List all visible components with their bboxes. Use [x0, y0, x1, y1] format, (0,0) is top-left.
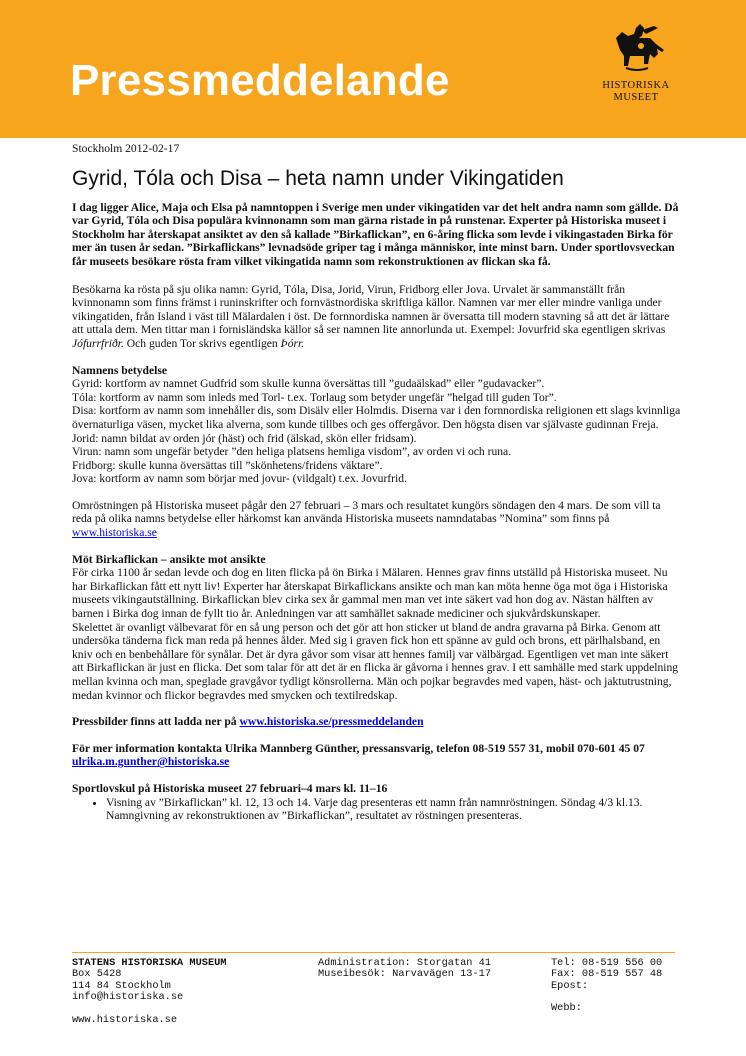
name-item: Fridborg: skulle kunna översättas till ”skönhetens/fridens väktare”. — [72, 458, 383, 472]
footer-tel: Tel: 08-519 556 00 — [551, 957, 663, 969]
logo-text-historiska: HISTORISKA — [602, 80, 670, 91]
footer-visit — [318, 958, 491, 981]
footer-fax: Fax: 08-519 557 48 — [551, 968, 663, 981]
sportlov-section — [72, 782, 682, 823]
sportlov-list — [72, 796, 682, 823]
header-banner — [0, 0, 746, 138]
historiska-link[interactable]: www.historiska.se — [72, 526, 157, 540]
lead-paragraph: I dag ligger Alice, Maja och Elsa på namntoppen i Sverige men under vikingatiden var det helt andra namn som gällde. Då var Gyrid, Tóla och Disa populära kvinnonamn som man gärna ristade in på runstenar. Experter på Historiska museet i Stockholm har återskapat ansiktet av den så kallade ”Birkaflickan”, en 6-åring flicka som levde i vikingastaden Birka för mer än tusen år sedan. ”Birkaflickans” levnadsöde griper tag i många människor, inte minst barn. Under sportlovsveckan får museets besökare rösta fram vilket vikingatida namn som rekonstruktionen av flickan ska få. — [72, 200, 679, 268]
museum-logo[interactable] — [588, 24, 684, 112]
footer-box: Box 5428 — [72, 968, 122, 981]
press-link[interactable]: www.historiska.se/pressmeddelanden — [239, 715, 424, 729]
name-item: Gyrid: kortform av namnet Gudfrid som skulle kunna översättas till ”gudaälskad” eller ”gudavacker”. — [72, 377, 545, 391]
birka-heading: Möt Birkaflickan – ansikte mot ansikte — [72, 552, 266, 566]
names-heading: Namnens betydelse — [72, 363, 168, 377]
names-section — [72, 364, 682, 486]
footer — [72, 952, 675, 1026]
rider-logo-icon — [606, 24, 668, 74]
intro-mid: Och guden Tor skrivs egentligen — [123, 336, 281, 350]
name-item: Virun: namn som ungefär betyder ”den heliga platsens hemliga visdom”, av orden vi och runa. — [72, 445, 512, 459]
birka-paragraph-1: För cirka 1100 år sedan levde och dog en liten flicka på ön Birka i Mälaren. Hennes grav finns utställd på Historiska museet. Nu har Birkaflickan fått ett nytt liv! Experter har återskapat Birkaflickans ansikte och man kan möta henne öga mot öga i Historiska museets vikingautställning. Birkaflickan blev cirka sex år gammal men man vet inte säkert vad hon dog av. Nästan hälften av barnen i Birka dog innan de fyllt tio år. Anledningen var att samhället saknade mediciner och sjukvårdskunskaper. — [72, 566, 668, 621]
name-item: Tóla: kortform av namn som inleds med Torl- t.ex. Torlaug som betyder ungefär ”helgad till guden Tor”. — [72, 390, 557, 404]
logo-text-museet: MUSEET — [613, 92, 659, 103]
contact-paragraph — [72, 742, 682, 769]
list-item: • Visning av ”Birkaflickan” kl. 12, 13 och 14. Varje dag presenteras ett namn från namnröstningen. Söndag 4/3 kl.13. Namngivning av rekonstruktionen av ”Birkaflickan”, resultatet av röstningen presenteras. — [106, 796, 682, 823]
footer-email[interactable]: info@historiska.se — [72, 991, 184, 1004]
intro-text: Besökarna ka rösta på sju olika namn: Gyrid, Tóla, Disa, Jorid, Virun, Fridborg eller Jova. Urvalet är sammanställt från kvinnonamn som finns främst i runinskrifter och fornvästnordiska skriftliga källor. Namnen var mer eller mindre vanliga under vikingatiden, från Island i väst till Mälardalen i öst. De fornnordiska namnen är översatta till modern stavning så att det är lättare att uttala dem. Men tittar man i fornisländska källor så ser namnen lite annorlunda ut. Exempel: Jovurfrid ska egentligen skrivas — [72, 282, 670, 337]
headline: Gyrid, Tóla och Disa – heta namn under Vikingatiden — [72, 166, 564, 190]
name-item: Jorid: namn bildat av orden jór (häst) och frid (älskad, skön eller fridsam). — [72, 431, 417, 445]
vote-text: Omröstningen på Historiska museet pågår den 27 februari – 3 mars och resultatet kungörs söndagen den 4 mars. De som vill ta reda på olika namns betydelse eller härkomst kan använda Historiska museets namndatabas ”Nomina” som finns på — [72, 498, 661, 526]
birka-section — [72, 553, 682, 703]
press-images-paragraph — [72, 715, 682, 729]
name-item: Disa: kortform av namn som innehåller dis, som Disälv eller Holmdis. Diserna var i den fornnordiska religionen ett slags kvinnliga övernaturliga väsen, mycket lika alverna, som kunde tillbes och ges offergåvor. Den högsta disen var självaste gudinnan Freja. — [72, 404, 681, 431]
intro-paragraph — [72, 283, 682, 351]
footer-admin: Administration: Storgatan 41 — [318, 957, 492, 969]
press-text: Pressbilder finns att ladda ner på — [72, 715, 240, 729]
page-title: Pressmeddelande — [70, 56, 450, 105]
press-release-body — [72, 138, 682, 823]
footer-web[interactable]: www.historiska.se — [72, 1013, 178, 1026]
footer-address — [72, 958, 226, 1026]
example-name-1: Jófurrfriðr. — [72, 336, 124, 350]
example-name-2: Þórr. — [280, 336, 305, 350]
footer-org: STATENS HISTORISKA MUSEUM — [72, 957, 227, 969]
footer-contact — [551, 958, 662, 1015]
contact-text: För mer information kontakta Ulrika Mannberg Günther, pressansvarig, telefon 08-519 557 31, mobil 070-601 45 07 — [72, 741, 645, 755]
sportlov-heading: Sportlovskul på Historiska museet 27 februari–4 mars kl. 11–16 — [72, 781, 388, 795]
vote-paragraph — [72, 499, 682, 540]
footer-visit-address: Museibesök: Narvavägen 13-17 — [318, 968, 492, 981]
footer-city: 114 84 Stockholm — [72, 979, 171, 992]
footer-webb-label: Webb: — [551, 1002, 582, 1015]
contact-email-link[interactable]: ulrika.m.gunther@historiska.se — [72, 755, 230, 769]
footer-epost-label: Epost: — [551, 979, 589, 992]
name-item: Jova: kortform av namn som börjar med jovur- (vildgalt) t.ex. Jovurfrid. — [72, 472, 407, 486]
dateline: Stockholm 2012-02-17 — [72, 142, 180, 155]
birka-paragraph-2: Skelettet är ovanligt välbevarat för en så ung person och det gör att hon sticker ut bland de andra gravarna på Birka. Genom att undersöka tänderna fick man reda på hennes ålder. Med sig i graven fick hon ett spänne av guld och brons, ett pärlhalsband, en kniv och en benbehållare för synålar. Det är dyra gåvor som visar att hennes familj var välbärgad. Egentligen vet man inte säkert att Birkaflickan är just en flicka. Det som talar för att det är en flicka är gåvorna i hennes grav. I ett samhälle med stark uppdelning mellan kvinna och man, speglade gravgåvor tydligt könsrollerna. Män och pojkar begravdes med vapen, häst- och jaktutrustning, medan kvinnor och flickor begravdes med smycken och textilredskap. — [72, 620, 679, 702]
